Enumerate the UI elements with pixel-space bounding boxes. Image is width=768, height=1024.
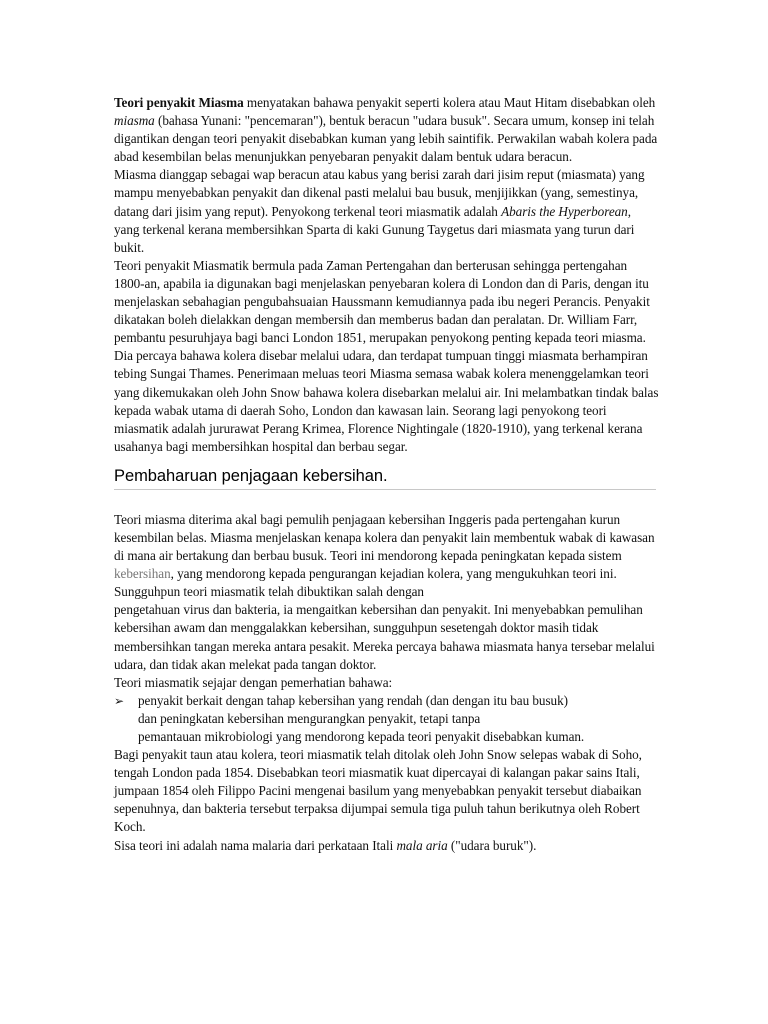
malaria-italic-term: mala aria [396, 837, 448, 853]
sanitation-link-text[interactable]: kebersihan [114, 566, 171, 582]
paragraph-disproved-line1: Sungguhpun teori miasmatik telah dibuktikan salah dengan [114, 584, 424, 600]
malaria-text-a: Sisa teori ini adalah nama malaria dari perkataan Itali [114, 837, 397, 853]
bullet-text [138, 692, 659, 746]
document-page [114, 94, 659, 855]
definition-italic-name: Abaris the Hyperborean [501, 203, 628, 219]
arrow-bullet-icon: ➢ [114, 693, 125, 708]
bullet-line-3: pemantauan mikrobiologi yang mendorong kepada teori penyakit disebabkan kuman. [138, 729, 585, 744]
lead-term: Teori penyakit Miasma [114, 95, 244, 110]
sanitation-text-a: Teori miasma diterima akal bagi pemulih penjagaan kebersihan Inggeris pada pertengahan kurun kesembilan belas. Miasma menjelaskan kenapa kolera dan penyakit lain membentuk wabak di kawasan di mana air bertakung dan berbau busuk. Teori ini mendorong kepada peningkatan kepada sistem [114, 511, 655, 564]
malaria-text-b: ("udara buruk"). [447, 837, 537, 853]
bullet-line-1: penyakit berkait dengan tahap kebersihan yang rendah (dan dengan itu bau busuk) [138, 692, 568, 708]
intro-italic-term: miasma [114, 113, 155, 129]
paragraph-malaria [114, 837, 659, 855]
intro-text-b: (bahasa Yunani: "pencemaran"), bentuk beracun "udara busuk". Secara umum, konsep ini telah digantikan dengan teori penyakit disebabkan kuman yang lebih saintifik. Perwakilan wabah kolera pada abad kesembilan belas menunjukkan penyebaran penyakit dalam bentuk udara beracun. [114, 113, 658, 165]
paragraph-observations-intro: Teori miasmatik sejajar dengan pemerhatian bahawa: [114, 674, 393, 690]
definition-text-a: Miasma dianggap sebagai wap beracun atau kabus yang berisi zarah dari jisim reput (miasmata) yang mampu menyebabkan penyakit dan dikenal pasti melalui bau busuk, menjijikkan (yang, semestinya, datang dari jisim yang reput). Penyokong terkenal teori miasmatik adalah [114, 167, 645, 219]
paragraph-sanitation [114, 511, 659, 583]
paragraph-disproved-rest: pengetahuan virus dan bakteria, ia mengaitkan kebersihan dan penyakit. Ini menyebabkan pemulihan kebersihan awam dan menggalakkan kebersihan, sungguhpun sesetengah doktor masih tidak membersihkan tangan mereka antara pesakit. Mereka percaya bahawa miasmata hanya tersebar melalui udara, dan tidak akan melekat pada tangan doktor. [114, 602, 655, 672]
paragraph-history: Teori penyakit Miasmatik bermula pada Zaman Pertengahan dan berterusan sehingga pertengahan 1800-an, apabila ia digunakan bagi menjelaskan penyebaran kolera di London dan di Paris, dengan itu menjelaskan sebahagian pengubahsuaian Haussmann kemudiannya pada ibu negeri Perancis. Penyakit dikatakan boleh dielakkan dengan membersih dan memberus badan dan peralatan. Dr. William Farr, pembantu pesuruhjaya bagi banci London 1851, merupakan penyokong penting kepada teori miasma. Dia percaya bahawa kolera disebar melalui udara, dan terdapat tumpuan tinggi miasmata berhampiran tebing Sungai Thames. Penerimaan meluas teori Miasma semasa wabak kolera menenggelamkan teori yang dikemukakan oleh John Snow bahawa kolera disebarkan melalui air. Ini melambatkan tindak balas kepada wabak utama di daerah Soho, London dan kawasan lain. Seorang lagi penyokong teori miasmatik adalah jururawat Perang Krimea, Florence Nightingale (1820-1910), yang terkenal kerana usahanya bagi membersihkan hospital dan berbau segar. [114, 257, 659, 454]
intro-text-a: menyatakan bahawa penyakit seperti kolera atau Maut Hitam disebabkan oleh [243, 95, 656, 110]
paragraph-miasma-definition [114, 166, 659, 256]
bullet-line-2: dan peningkatan kebersihan mengurangkan penyakit, tetapi tanpa [138, 710, 481, 726]
bullet-list-item [114, 692, 659, 746]
definition-text-b: , yang terkenal kerana membersihkan Sparta di kaki Gunung Taygetus dari miasmata yang turun dari bukit. [114, 203, 635, 255]
paragraph-intro [114, 94, 659, 166]
sanitation-text-b: , yang mendorong kepada pengurangan kejadian kolera, yang mengukuhkan teori ini. [170, 566, 617, 582]
section-spacer [114, 490, 659, 511]
section-heading: Pembaharuan penjagaan kebersihan. [114, 466, 656, 490]
paragraph-john-snow: Bagi penyakit taun atau kolera, teori miasmatik telah ditolak oleh John Snow selepas wabak di Soho, tengah London pada 1854. Disebabkan teori miasmatik kuat dipercayai di kalangan pakar sains Itali, jumpaan 1854 oleh Filippo Pacini mengenai basilum yang menyebabkan penyakit tersebut diabaikan sepenuhnya, dan bakteria tersebut terpaksa dijumpai semula tiga puluh tahun berikutnya oleh Robert Koch. [114, 747, 642, 835]
